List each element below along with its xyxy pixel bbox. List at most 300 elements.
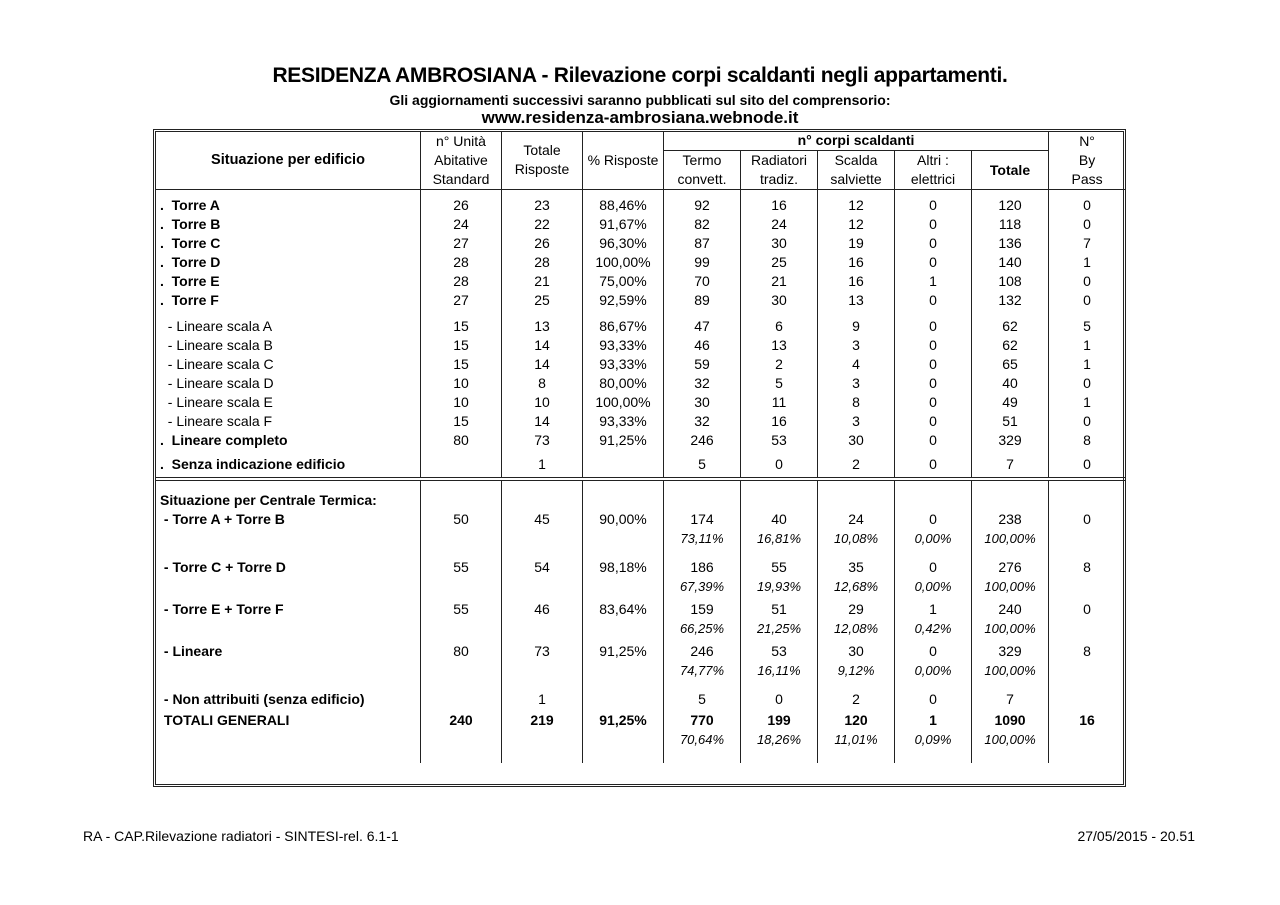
value: 8 (1083, 559, 1091, 575)
cell-altri: 0 (895, 234, 972, 253)
cell-altri (895, 642, 972, 690)
header-scalda: Scalda salviette (818, 151, 895, 190)
cell-altri: 0 (895, 455, 972, 479)
cell-radiatori: 53 (741, 431, 818, 450)
cell-termo: 99 (664, 253, 741, 272)
value: 0 (1083, 601, 1091, 617)
cell-altri: 0 (895, 253, 972, 272)
cell-termo: 82 (664, 215, 741, 234)
cell-risposte: 10 (502, 393, 583, 412)
value: 83,64% (599, 601, 647, 617)
document-subtitle: Gli aggiornamenti successivi saranno pubblicati sul sito del comprensorio: (389, 92, 891, 108)
cell-unita: 28 (421, 272, 502, 291)
cell-scalda (818, 690, 895, 711)
cell-altri: 1 (895, 272, 972, 291)
cell-termo: 46 (664, 336, 741, 355)
value: 246 (690, 643, 714, 659)
table-row (156, 336, 1126, 355)
value: 240 (449, 712, 473, 728)
cell-radiatori: 13 (741, 336, 818, 355)
cell-bypass: 0 (1049, 374, 1126, 393)
cell-altri (895, 600, 972, 642)
cell-unita: 27 (421, 234, 502, 253)
percentage: 12,08% (833, 621, 879, 636)
cell-totale: 120 (972, 196, 1049, 215)
value: 35 (848, 559, 864, 575)
cell-totale: 49 (972, 393, 1049, 412)
percentage: 21,25% (756, 621, 802, 636)
header-totale: Totale (972, 151, 1049, 190)
cell-bypass: 5 (1049, 317, 1126, 336)
cell-altri: 0 (895, 355, 972, 374)
cell-termo: 87 (664, 234, 741, 253)
cell-unita: 15 (421, 317, 502, 336)
table-row (156, 234, 1126, 253)
cell-risposte: 26 (502, 234, 583, 253)
cell-unita: 15 (421, 412, 502, 431)
row-label: . Torre C (156, 234, 421, 253)
percentage: 16,81% (756, 531, 802, 546)
cell-totale (972, 558, 1049, 600)
row-label: - Lineare scala D (156, 374, 421, 393)
value: 30 (848, 643, 864, 659)
percentage: 10,08% (833, 531, 879, 546)
cell-risposte (502, 558, 583, 600)
percentage: 0,00% (914, 663, 952, 678)
percentage: 0,00% (914, 579, 952, 594)
empty-cell (741, 491, 818, 510)
cell-totale (972, 711, 1049, 763)
cell-perc: 80,00% (583, 374, 664, 393)
cell-perc (583, 558, 664, 600)
header-termo: Termo convett. (664, 151, 741, 190)
table-row (156, 291, 1126, 310)
table-row (156, 558, 1126, 600)
spacer-row (156, 310, 1126, 317)
header-altri: Altri : elettrici (895, 151, 972, 190)
cell-risposte (502, 510, 583, 558)
cell-unita (421, 510, 502, 558)
cell-totale: 62 (972, 317, 1049, 336)
cell-bypass: 0 (1049, 196, 1126, 215)
cell-radiatori: 6 (741, 317, 818, 336)
cell-risposte (502, 690, 583, 711)
table-row (156, 272, 1126, 291)
cell-perc (583, 642, 664, 690)
value: 0 (929, 643, 937, 659)
cell-scalda: 4 (818, 355, 895, 374)
section-lineare (156, 317, 1126, 455)
cell-perc (583, 455, 664, 479)
percentage: 100,00% (984, 621, 1036, 636)
cell-scalda: 3 (818, 412, 895, 431)
percentage: 100,00% (984, 531, 1036, 546)
cell-totale: 40 (972, 374, 1049, 393)
percentage: 11,01% (834, 732, 878, 747)
row-label: . Torre A (156, 196, 421, 215)
cell-radiatori (741, 600, 818, 642)
cell-bypass: 0 (1049, 291, 1126, 310)
cell-termo (664, 711, 741, 763)
cell-bypass (1049, 558, 1126, 600)
percentage: 70,64% (679, 732, 725, 747)
value: 0 (1083, 511, 1091, 527)
cell-totale: 65 (972, 355, 1049, 374)
cell-radiatori: 30 (741, 291, 818, 310)
row-label: - Lineare scala E (156, 393, 421, 412)
cell-unita: 27 (421, 291, 502, 310)
cell-risposte: 13 (502, 317, 583, 336)
cell-unita (421, 690, 502, 711)
cell-altri: 0 (895, 374, 972, 393)
document-title: RESIDENZA AMBROSIANA - Rilevazione corpi scaldanti negli appartamenti. (272, 64, 1008, 87)
value: 276 (998, 559, 1022, 575)
empty-cell (583, 491, 664, 510)
cell-risposte (502, 600, 583, 642)
cell-scalda (818, 510, 895, 558)
cell-bypass (1049, 600, 1126, 642)
cell-risposte: 25 (502, 291, 583, 310)
cell-termo: 70 (664, 272, 741, 291)
cell-altri: 0 (895, 215, 972, 234)
value: 8 (1083, 643, 1091, 659)
table-row (156, 642, 1126, 690)
cell-altri (895, 558, 972, 600)
cell-termo (664, 558, 741, 600)
cell-totale: 7 (972, 455, 1049, 479)
row-label: - Torre A + Torre B (156, 510, 421, 558)
table-row (156, 690, 1126, 711)
cell-totale: 329 (972, 431, 1049, 450)
cell-termo: 59 (664, 355, 741, 374)
value: 40 (771, 511, 787, 527)
cell-risposte (502, 642, 583, 690)
footer-document-ref: RA - CAP.Rilevazione radiatori - SINTESI-rel. 6.1-1 (83, 828, 399, 844)
row-label: . Torre E (156, 272, 421, 291)
value: 7 (1006, 691, 1014, 707)
percentage: 74,77% (679, 663, 725, 678)
percentage: 0,00% (914, 531, 952, 546)
cell-radiatori: 16 (741, 196, 818, 215)
cell-scalda (818, 711, 895, 763)
cell-bypass: 0 (1049, 215, 1126, 234)
percentage: 0,09% (914, 732, 952, 747)
cell-altri (895, 510, 972, 558)
cell-termo: 5 (664, 455, 741, 479)
value: 240 (998, 601, 1022, 617)
cell-scalda: 12 (818, 215, 895, 234)
table-row (156, 253, 1126, 272)
cell-unita (421, 711, 502, 763)
value: 1 (538, 691, 546, 707)
percentage: 16,11% (757, 663, 801, 678)
value: 199 (767, 712, 791, 728)
cell-risposte: 22 (502, 215, 583, 234)
header-row-1 (156, 131, 1126, 151)
cell-perc (583, 510, 664, 558)
header-bypass: N° By Pass (1049, 131, 1126, 190)
cell-bypass: 0 (1049, 272, 1126, 291)
header-group-corpi-scaldanti: n° corpi scaldanti (664, 131, 1049, 151)
row-label: - Non attribuiti (senza edificio) (156, 690, 421, 711)
cell-termo: 92 (664, 196, 741, 215)
cell-perc (583, 690, 664, 711)
centrale-heading: Situazione per Centrale Termica: (156, 491, 421, 510)
cell-termo (664, 642, 741, 690)
empty-cell (972, 491, 1049, 510)
cell-bypass: 0 (1049, 412, 1126, 431)
empty-cell (1049, 491, 1126, 510)
row-label: - Lineare scala B (156, 336, 421, 355)
cell-scalda (818, 558, 895, 600)
value: 238 (998, 511, 1022, 527)
cell-totale: 136 (972, 234, 1049, 253)
value: 159 (690, 601, 714, 617)
cell-radiatori (741, 642, 818, 690)
cell-scalda (818, 642, 895, 690)
cell-risposte: 23 (502, 196, 583, 215)
cell-unita: 15 (421, 336, 502, 355)
empty-cell (421, 491, 502, 510)
value: 0 (775, 691, 783, 707)
cell-perc: 100,00% (583, 253, 664, 272)
cell-perc (583, 711, 664, 763)
cell-radiatori: 24 (741, 215, 818, 234)
percentage: 9,12% (837, 663, 875, 678)
value: 51 (771, 601, 787, 617)
cell-scalda: 3 (818, 374, 895, 393)
cell-risposte: 28 (502, 253, 583, 272)
cell-scalda: 30 (818, 431, 895, 450)
cell-risposte: 8 (502, 374, 583, 393)
row-label: . Senza indicazione edificio (156, 455, 421, 479)
cell-altri: 0 (895, 291, 972, 310)
cell-termo: 30 (664, 393, 741, 412)
cell-bypass: 8 (1049, 431, 1126, 450)
percentage: 100,00% (984, 732, 1036, 747)
cell-perc: 92,59% (583, 291, 664, 310)
cell-totale (972, 642, 1049, 690)
cell-risposte: 73 (502, 431, 583, 450)
value: 54 (534, 559, 550, 575)
cell-totale: 108 (972, 272, 1049, 291)
cell-scalda: 19 (818, 234, 895, 253)
value: 0 (929, 691, 937, 707)
cell-radiatori (741, 558, 818, 600)
cell-unita (421, 642, 502, 690)
row-label: . Torre D (156, 253, 421, 272)
cell-altri: 0 (895, 393, 972, 412)
cell-unita (421, 455, 502, 479)
section-centrale-termica (156, 479, 1126, 763)
value: 91,25% (599, 712, 647, 728)
cell-totale (972, 510, 1049, 558)
value: 73 (534, 643, 550, 659)
percentage: 18,26% (756, 732, 802, 747)
cell-bypass: 1 (1049, 355, 1126, 374)
cell-risposte: 14 (502, 355, 583, 374)
cell-bypass: 0 (1049, 455, 1126, 479)
cell-radiatori (741, 510, 818, 558)
percentage: 19,93% (756, 579, 802, 594)
cell-bypass: 1 (1049, 336, 1126, 355)
cell-termo: 89 (664, 291, 741, 310)
cell-scalda (818, 600, 895, 642)
cell-scalda: 9 (818, 317, 895, 336)
table-row (156, 355, 1126, 374)
cell-perc: 93,33% (583, 412, 664, 431)
empty-cell (664, 491, 741, 510)
cell-perc: 91,67% (583, 215, 664, 234)
percentage: 73,11% (680, 531, 724, 546)
section-senza-edificio (156, 455, 1126, 479)
cell-perc: 88,46% (583, 196, 664, 215)
cell-scalda: 2 (818, 455, 895, 479)
section-torri (156, 190, 1126, 318)
percentage: 12,68% (833, 579, 879, 594)
value: 98,18% (599, 559, 647, 575)
cell-bypass (1049, 690, 1126, 711)
value: 46 (534, 601, 550, 617)
cell-totale (972, 690, 1049, 711)
cell-bypass: 7 (1049, 234, 1126, 253)
percentage: 100,00% (984, 663, 1036, 678)
cell-termo (664, 510, 741, 558)
cell-altri (895, 711, 972, 763)
empty-cell (895, 491, 972, 510)
cell-unita: 10 (421, 374, 502, 393)
cell-altri (895, 690, 972, 711)
table-row (156, 431, 1126, 450)
cell-totale: 118 (972, 215, 1049, 234)
row-label: TOTALI GENERALI (156, 711, 421, 763)
cell-radiatori (741, 690, 818, 711)
value: 90,00% (599, 511, 647, 527)
value: 1 (929, 712, 937, 728)
value: 45 (534, 511, 550, 527)
value: 55 (771, 559, 787, 575)
value: 174 (690, 511, 714, 527)
cell-totale: 140 (972, 253, 1049, 272)
table-row (156, 412, 1126, 431)
header-perc-risposte: % Risposte (583, 131, 664, 190)
table-row (156, 215, 1126, 234)
value: 2 (852, 691, 860, 707)
website-link[interactable]: www.residenza-ambrosiana.webnode.it (481, 108, 799, 127)
totals-row (156, 711, 1126, 763)
header-unita: n° Unità Abitative Standard (421, 131, 502, 190)
cell-risposte: 1 (502, 455, 583, 479)
cell-perc: 75,00% (583, 272, 664, 291)
cell-termo (664, 600, 741, 642)
cell-radiatori: 16 (741, 412, 818, 431)
row-label: - Lineare (156, 642, 421, 690)
percentage: 0,42% (914, 621, 952, 636)
cell-totale (972, 600, 1049, 642)
cell-perc: 96,30% (583, 234, 664, 253)
row-label: . Torre F (156, 291, 421, 310)
percentage: 100,00% (984, 579, 1036, 594)
cell-altri: 0 (895, 196, 972, 215)
cell-scalda: 8 (818, 393, 895, 412)
cell-perc: 93,33% (583, 336, 664, 355)
value: 120 (844, 712, 868, 728)
cell-radiatori: 30 (741, 234, 818, 253)
cell-totale: 132 (972, 291, 1049, 310)
cell-radiatori: 2 (741, 355, 818, 374)
row-label: . Torre B (156, 215, 421, 234)
cell-radiatori: 0 (741, 455, 818, 479)
cell-unita: 28 (421, 253, 502, 272)
percentage: 66,25% (679, 621, 725, 636)
radiator-survey-table (155, 131, 1126, 763)
cell-scalda: 3 (818, 336, 895, 355)
table-row (156, 510, 1126, 558)
spacer-row (156, 479, 1126, 491)
cell-totale: 51 (972, 412, 1049, 431)
value: 29 (848, 601, 864, 617)
cell-bypass: 1 (1049, 253, 1126, 272)
cell-unita: 80 (421, 431, 502, 450)
cell-perc: 100,00% (583, 393, 664, 412)
header-radiatori: Radiatori tradiz. (741, 151, 818, 190)
cell-unita: 15 (421, 355, 502, 374)
cell-scalda: 13 (818, 291, 895, 310)
value: 1090 (994, 712, 1026, 728)
table-row (156, 196, 1126, 215)
value: 55 (453, 559, 469, 575)
row-label: - Torre E + Torre F (156, 600, 421, 642)
value: 0 (929, 559, 937, 575)
cell-perc: 93,33% (583, 355, 664, 374)
cell-radiatori: 5 (741, 374, 818, 393)
cell-risposte (502, 711, 583, 763)
cell-bypass (1049, 642, 1126, 690)
cell-unita (421, 558, 502, 600)
empty-cell (502, 491, 583, 510)
cell-bypass: 1 (1049, 393, 1126, 412)
value: 219 (530, 712, 554, 728)
value: 55 (453, 601, 469, 617)
cell-scalda: 16 (818, 272, 895, 291)
row-label: - Lineare scala C (156, 355, 421, 374)
table-row (156, 317, 1126, 336)
cell-radiatori (741, 711, 818, 763)
row-label: - Lineare scala F (156, 412, 421, 431)
cell-perc (583, 600, 664, 642)
table-row (156, 374, 1126, 393)
cell-scalda: 12 (818, 196, 895, 215)
table-row (156, 455, 1126, 479)
cell-bypass (1049, 510, 1126, 558)
value: 24 (848, 511, 864, 527)
cell-termo: 246 (664, 431, 741, 450)
value: 1 (929, 601, 937, 617)
value: 53 (771, 643, 787, 659)
cell-altri: 0 (895, 336, 972, 355)
cell-unita: 24 (421, 215, 502, 234)
cell-termo: 47 (664, 317, 741, 336)
empty-cell (818, 491, 895, 510)
cell-radiatori: 21 (741, 272, 818, 291)
value: 16 (1079, 712, 1095, 728)
cell-totale: 62 (972, 336, 1049, 355)
table-row (156, 600, 1126, 642)
cell-altri: 0 (895, 317, 972, 336)
value: 50 (453, 511, 469, 527)
cell-altri: 0 (895, 431, 972, 450)
cell-unita (421, 600, 502, 642)
